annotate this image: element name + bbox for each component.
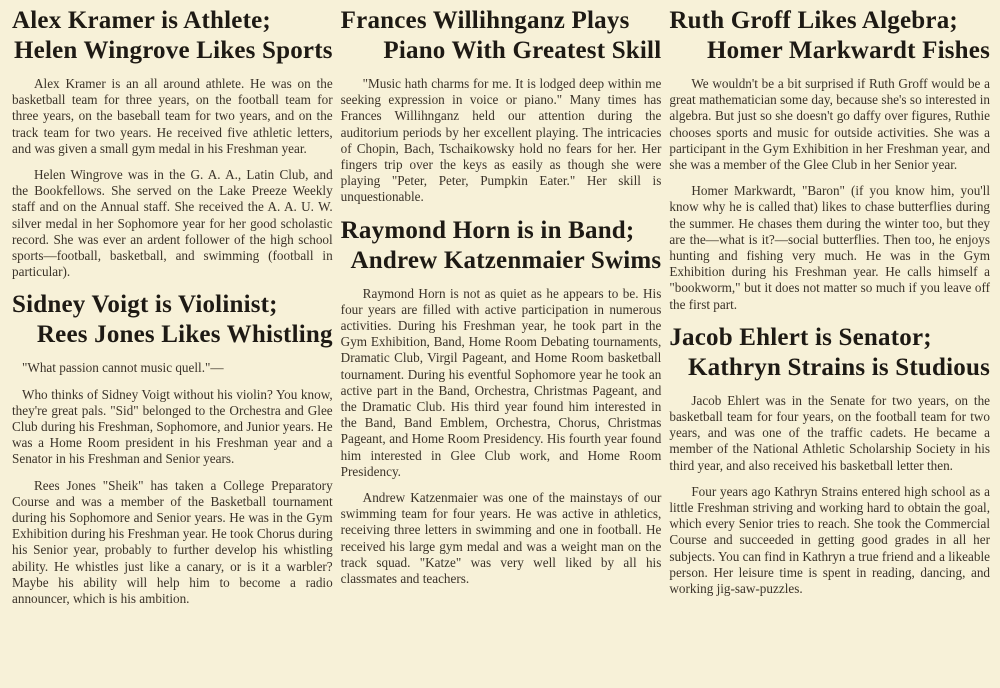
headline-line-2: Rees Jones Likes Whistling [36,321,333,349]
article-headline [669,323,990,383]
article-voigt-jones [12,290,333,607]
column-middle [341,6,662,688]
article-paragraph: Jacob Ehlert was in the Senate for two years, on the basketball team for four years, on the football team for two years, and was one of the traffic cadets. He became a member of the National Athletic Scholarship Society in his third year, and also received his basketball letter then. [669,392,991,473]
article-quote: "What passion cannot music quell."— [22,360,224,376]
article-headline [341,6,662,66]
article-headline [669,6,990,66]
headline-line-2: Helen Wingrove Likes Sports [14,37,333,64]
article-horn-katzenmaier [341,216,662,588]
headline-line-1: Raymond Horn is in Band; [340,216,635,244]
headline-line-1: Ruth Groff Likes Algebra; [669,7,958,34]
headline-line-2: Kathryn Strains is Studious [687,353,991,381]
article-paragraph: Andrew Katzenmaier was one of the mainstays of our swimming team for four years. He was active in athletics, receiving three letters in swimming and one in football. He received his large gym medal and was a weight man on the track squad. "Katze" was very well liked by all his classmates and teachers. [340,490,662,587]
article-paragraph: Alex Kramer is an all around athlete. He was on the basketball team for three years, on the football team for three years, on the baseball team for two years, and on the track team for two years. He received five athletic letters, and was given a small gym medal in his Freshman year. [12,76,333,156]
headline-line-1: Jacob Ehlert is Senator; [669,323,932,351]
article-paragraph: Who thinks of Sidney Voigt without his violin? You know, they're great pals. "Sid" belonged to the Orchestra and Glee Club during his Freshman, Sophomore, and Junior years. He was a Home Room president in his Freshman year and a Senator in his Freshman and Senior years. [12,386,333,467]
headline-line-2: Andrew Katzenmaier Swims [350,246,662,274]
article-ehlert-strains [669,323,990,597]
article-paragraph: We wouldn't be a bit surprised if Ruth Groff would be a great mathematician some day, because she's so interested in algebra. But just so she doesn't go daffy over figures, Ruthie chooses sports and music for outside activities. She was a participant in the Gym Exhibition in her Freshman year, and she was a member of the Glee Club in her Senior year. [669,76,991,173]
article-paragraph: "Music hath charms for me. It is lodged deep within me seeking expression in voice or piano." Many times has Frances Willihnganz held our attention during the auditorium periods by her excellent playing. The intricacies of Chopin, Bach, Tschaikowsky hold no fears for her. Her fingers trip over the keys as easily as though she were playing "Peter, Peter, Pumpkin Eater." Her skill is unquestionable. [340,76,662,205]
article-paragraph: Four years ago Kathryn Strains entered high school as a little Freshman striving and working hard to obtain the goal, which every Senior tries to reach. She took the Commercial Course and succeeded in getting good grades in all her subjects. You can find in Kathryn a true friend and a likeable person. Her leisure time is spent in reading, dancing, and working jig-saw-puzzles. [669,483,991,597]
article-headline [12,290,333,350]
article-paragraph: Helen Wingrove was in the G. A. A., Latin Club, and the Bookfellows. She served on the Lake Preeze Weekly staff and on the Annual staff. She received the A. A. U. W. silver medal in her Sophomore year for her good scholastic record. She was ever an ardent follower of the high school sports—football, basketball, and swimming (football in particular). [12,167,333,280]
article-paragraph: Rees Jones "Sheik" has taken a College Preparatory Course and was a member of the Basketball tournament during his Sophomore and Senior years. He was in the Gym Exhibition during his Freshman year. He took Chorus during his Senior year, probably to further develop his whistling ability. He whistles just like a canary, or is it a warbler? Maybe his ability will help him to become a radio announcer, which is his ambition. [12,477,333,607]
article-headline [341,216,662,276]
article-groff-markwardt [669,6,990,313]
article-paragraph: Homer Markwardt, "Baron" (if you know him, you'll know why he is called that) likes to chase butterflies during the summer. He chases them during the winter too, but they are the—what is it?—social butterflies. Then too, he enjoys hunting and fishing very much. He was in the Gym Exhibition during his Freshman year. He calls himself a "bookworm," but it does not matter so much if you leave off the first part. [669,183,991,312]
article-headline [12,6,333,66]
headline-line-2: Homer Markwardt Fishes [706,37,991,64]
headline-line-1: Alex Kramer is Athlete; [12,7,271,34]
article-kramer-wingrove [12,6,333,280]
headline-line-1: Sidney Voigt is Violinist; [12,291,278,319]
headline-line-1: Frances Willihnganz Plays [340,7,630,34]
article-paragraph: Raymond Horn is not as quiet as he appears to be. His four years are filled with active participation in numerous activities. During his Freshman year, he took part in the Gym Exhibition, Band, Home Room Debating tournaments, Dramatic Club, Virgil Pageant, and Home Room basketball tournament. During his eventful Sophomore year he took an active part in the Band, Orchestra, Christmas Pageant, and the Dramatic Club. His third year found him interested in the Band, Band Emblem, Orchestra, Chorus, Christmas Pageant, and Home Room Presidency. His fourth year found him interested in Glee Club work, and Home Room Presidency. [340,285,662,479]
article-willihnganz [341,6,662,206]
column-right [669,6,990,688]
headline-line-2: Piano With Greatest Skill [383,37,662,64]
column-left [12,6,333,688]
